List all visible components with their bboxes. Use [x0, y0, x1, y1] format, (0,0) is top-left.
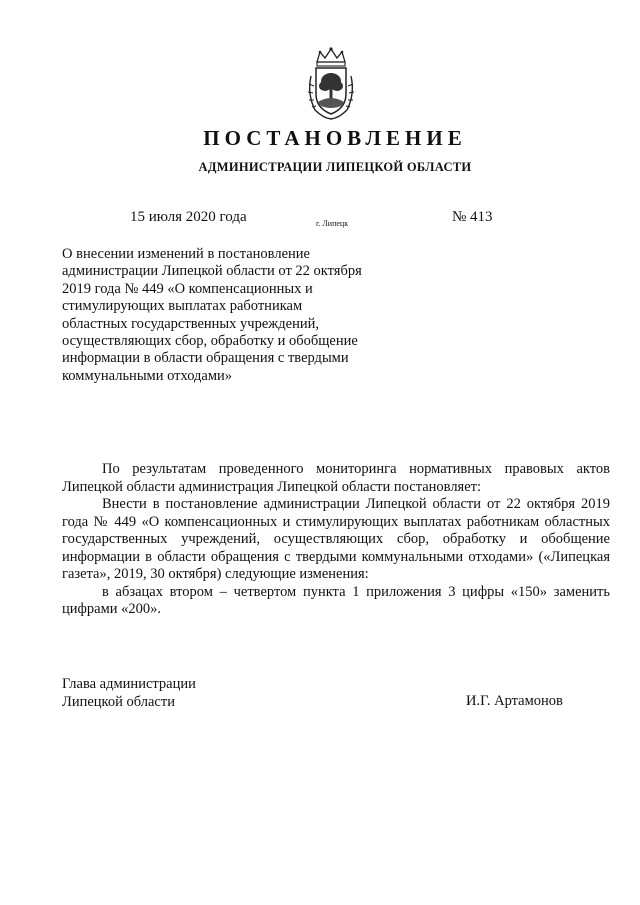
body-paragraph: в абзацах втором – четвертом пункта 1 приложения 3 цифры «150» заменить цифрами «200». — [62, 583, 610, 617]
subject-line: стимулирующих выплатах работникам — [62, 298, 303, 315]
body-paragraph: По результатам проведенного мониторинга нормативных правовых актов Липецкой области администрация Липецкой области постановляет: — [62, 461, 610, 495]
signatory-position — [62, 676, 196, 711]
subject-line: информации в области обращения с твердыми — [62, 350, 349, 367]
document-subject — [62, 246, 392, 385]
subject-line: администрации Липецкой области от 22 октября — [62, 263, 362, 280]
issuing-authority: АДМИНИСТРАЦИИ ЛИПЕЦКОЙ ОБЛАСТИ — [198, 160, 472, 174]
document-body — [62, 461, 610, 619]
subject-line: осуществляющих сбор, обработку и обобщение — [62, 333, 358, 350]
document-city: г. Липецк — [316, 219, 349, 228]
body-paragraph: Внести в постановление администрации Липецкой области от 22 октября 2019 года № 449 «О компенсационных и стимулирующих выплатах работникам областных государственных учреждений, осуществляющих сбор, обработку и обобщение информации в области обращения с твердыми коммунальными отходами» («Липецкая газета», 2019, 30 октября) следующие изменения: — [62, 496, 610, 582]
subject-line: О внесении изменений в постановление — [62, 246, 310, 262]
document-title: ПОСТАНОВЛЕНИЕ — [203, 126, 467, 150]
document-number: № 413 — [452, 209, 493, 225]
signatory-name: И.Г. Артамонов — [466, 693, 563, 709]
position-line: Глава администрации — [62, 676, 196, 692]
document-date: 15 июля 2020 года — [130, 209, 247, 225]
subject-line: областных государственных учреждений, — [62, 315, 319, 332]
subject-line: 2019 года № 449 «О компенсационных и — [62, 280, 313, 297]
position-line: Липецкой области — [62, 693, 175, 710]
lipetsk-coat-of-arms-icon — [303, 46, 359, 122]
subject-line: коммунальными отходами» — [62, 367, 233, 384]
